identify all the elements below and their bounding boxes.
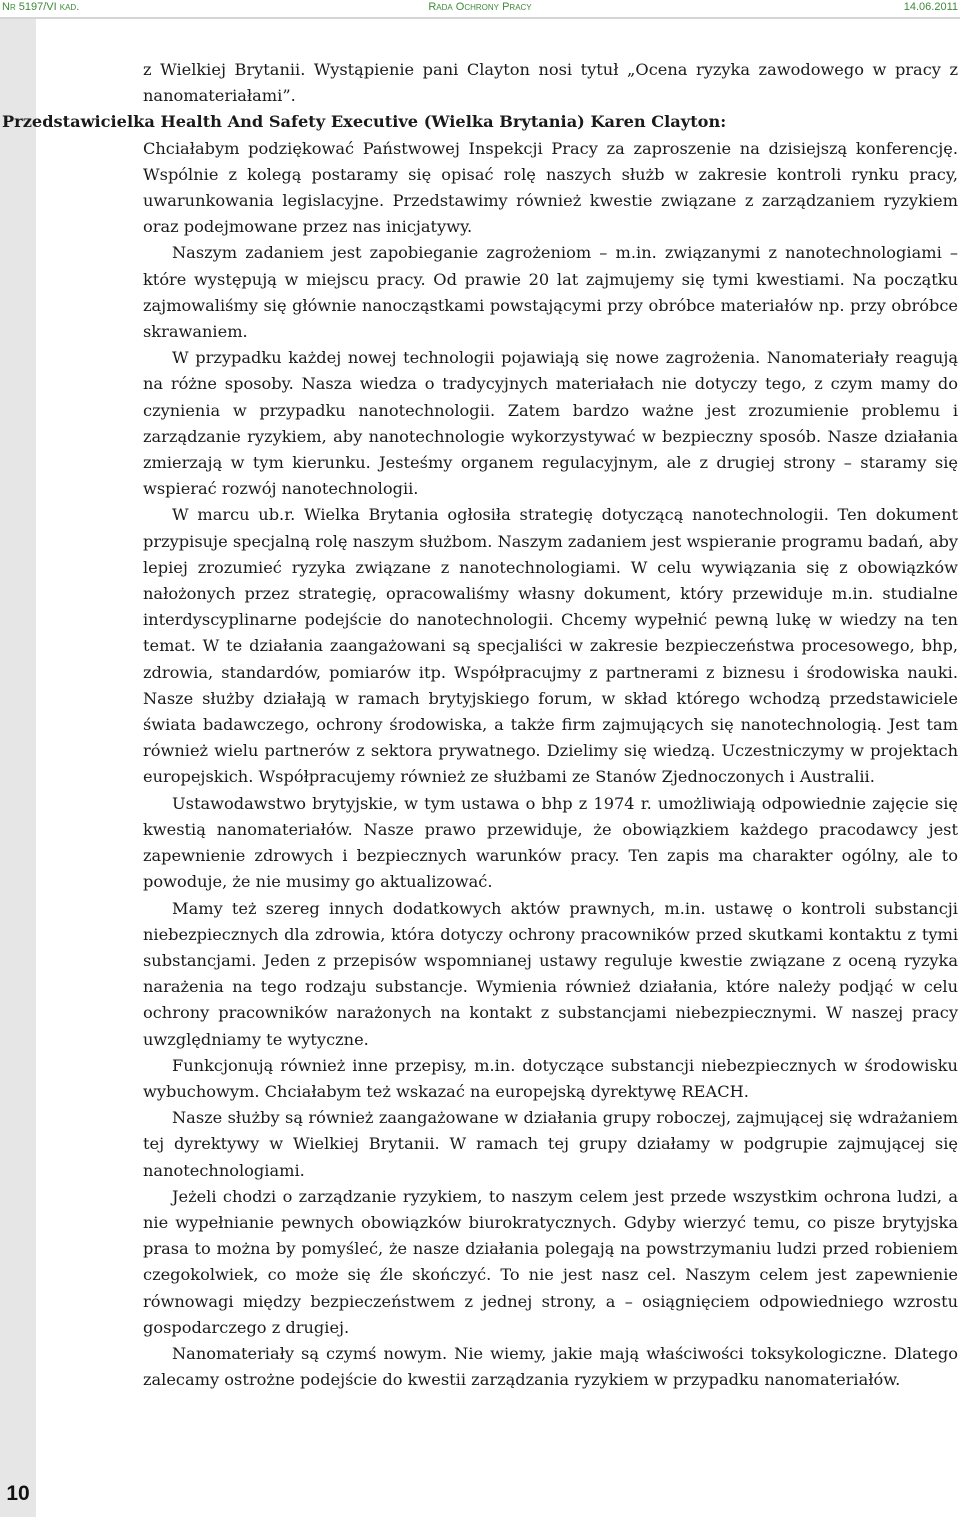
left-margin-bar: [0, 19, 36, 1517]
issue-date: 14.06.2011: [903, 1, 958, 13]
paragraph-6: Mamy też szereg innych dodatkowych aktów prawnych, m.in. ustawę o kontroli substancji niebezpiecznych dla zdrowia, która dotyczy ochrony pracowników przed skutkami kontaktu z tymi substancjami. Jeden z przepisów wspomnianej ustawy reguluje kwestie związane z oceną ryzyka narażenia na tego rodzaju substancje. Wymienia również działania, które należy podjąć w celu ochrony pracowników narażonych na kontakt z substancjami niebezpiecznymi. W naszej pracy uwzględniamy te wytyczne.: [143, 898, 958, 1049]
page-number: 10: [6, 1482, 30, 1505]
paragraph-3: W przypadku każdej nowej technologii pojawiają się nowe zagrożenia. Nanomateriały reagują na różne sposoby. Nasza wiedza o tradycyjnych materiałach nie dotyczy tego, z czym mamy do czynienia w przypadku nanotechnologii. Zatem bardzo ważne jest zrozumienie problemu i zarządzanie ryzykiem, aby nanotechnologie wykorzystywać w bezpieczny sposób. Nasze działania zmierzają w tym kierunku. Jesteśmy organem regulacyjnym, ale z drugiej strony – staramy się wspierać rozwój nanotechnologii.: [143, 348, 958, 499]
issue-number: Nr 5197/VI kad.: [2, 1, 80, 13]
paragraph-10: Nanomateriały są czymś nowym. Nie wiemy, jakie mają właściwości toksykologiczne. Dlatego zalecamy ostrożne podejście do kwestii zarządzania ryzykiem w przypadku nanomateriałów.: [143, 1343, 958, 1390]
speaker-paragraph: [2, 109, 958, 240]
header-divider: [0, 17, 960, 19]
intro-paragraph: z Wielkiej Brytanii. Wystąpienie pani Clayton nosi tytuł „Ocena ryzyka zawodowego w pracy z nanomateriałami”.: [143, 60, 958, 106]
paragraph-1: Chciałabym podziękować Państwowej Inspekcji Pracy za zaproszenie na dzisiejszą konferencję. Wspólnie z kolegą postaramy się opisać rolę naszych służb w zakresie kontroli rynku pracy, uwarunkowania legislacyjne. Przedstawimy również kwestie związane z zarządzaniem ryzykiem oraz podejmowane przez nas inicjatywy.: [143, 138, 958, 237]
running-header: [0, 0, 960, 18]
paragraph-4: W marcu ub.r. Wielka Brytania ogłosiła strategię dotyczącą nanotechnologii. Ten dokument przypisuje specjalną rolę naszym służbom. Naszym zadaniem jest wspieranie programu badań, aby lepiej zrozumieć ryzyka związane z nanotechnologiami. W celu wywiązania się z obowiązków nałożonych przez strategię, opracowaliśmy własny dokument, który przewiduje m.in. studialne interdyscyplinarne podejście do nanotechnologii. Chcemy wypełnić pewną lukę w wiedzy na ten temat. W te działania zaangażowani są specjaliści w zakresie bezpieczeństwa procesowego, bhp, zdrowia, standardów, pomiarów itp. Współpracujmy z partnerami z biznesu i środowiska nauki. Nasze służby działają w ramach brytyjskiego forum, w skład którego wchodzą przedstawiciele świata badawczego, ochrony środowiska, a także firm zajmujących się nanotechnologią. Jest tam również wielu partnerów z sektora prywatnego. Dzielimy się wiedzą. Uczestniczymy w projektach europejskich. Współpracujemy również ze służbami ze Stanów Zjednoczonych i Australii.: [143, 505, 958, 787]
paragraph-9: Jeżeli chodzi o zarządzanie ryzykiem, to naszym celem jest przede wszystkim ochrona ludzi, a nie wypełnianie pewnych obowiązków biurokratycznych. Gdyby wierzyć temu, co pisze brytyjska prasa to można by pomyśleć, że nasze działania polegają na powstrzymaniu ludzi przed robieniem czegokolwiek, co może się źle skończyć. To nie jest nasz cel. Naszym celem jest zapewnienie równowagi między bezpieczeństwem z jednej strony, a – osiągnięciem odpowiedniego wzrostu gospodarczego z drugiej.: [143, 1186, 958, 1337]
paragraph-7: Funkcjonują również inne przepisy, m.in. dotyczące substancji niebezpiecznych w środowisku wybuchowym. Chciałabym też wskazać na europejską dyrektywę REACH.: [143, 1055, 958, 1101]
paragraph-8: Nasze służby są również zaangażowane w działania grupy roboczej, zajmującej się wdrażaniem tej dyrektywy w Wielkiej Brytanii. W ramach tej grupy działamy w podgrupie zajmującej się nanotechnologiami.: [143, 1108, 958, 1180]
publication-title: Rada Ochrony Pracy: [428, 1, 532, 13]
speaker-heading: Przedstawicielka Health And Safety Executive (Wielka Brytania) Karen Clayton:: [2, 112, 727, 132]
paragraph-5: Ustawodawstwo brytyjskie, w tym ustawa o bhp z 1974 r. umożliwiają odpowiednie zajęcie się kwestią nanomateriałów. Nasze prawo przewiduje, że obowiązkiem każdego pracodawcy jest zapewnienie zdrowych i bezpiecznych warunków pracy. Ten zapis ma charakter ogólny, ale to powoduje, że nie musimy go aktualizować.: [143, 793, 958, 892]
article-body: [2, 57, 958, 1393]
paragraph-2: Naszym zadaniem jest zapobieganie zagrożeniom – m.in. związanymi z nanotechnologiami – które występują w miejscu pracy. Od prawie 20 lat zajmujemy się tymi kwestiami. Na początku zajmowaliśmy się głównie nanocząstkami powstającymi przy obróbce materiałów np. przy obróbce skrawaniem.: [143, 243, 958, 342]
